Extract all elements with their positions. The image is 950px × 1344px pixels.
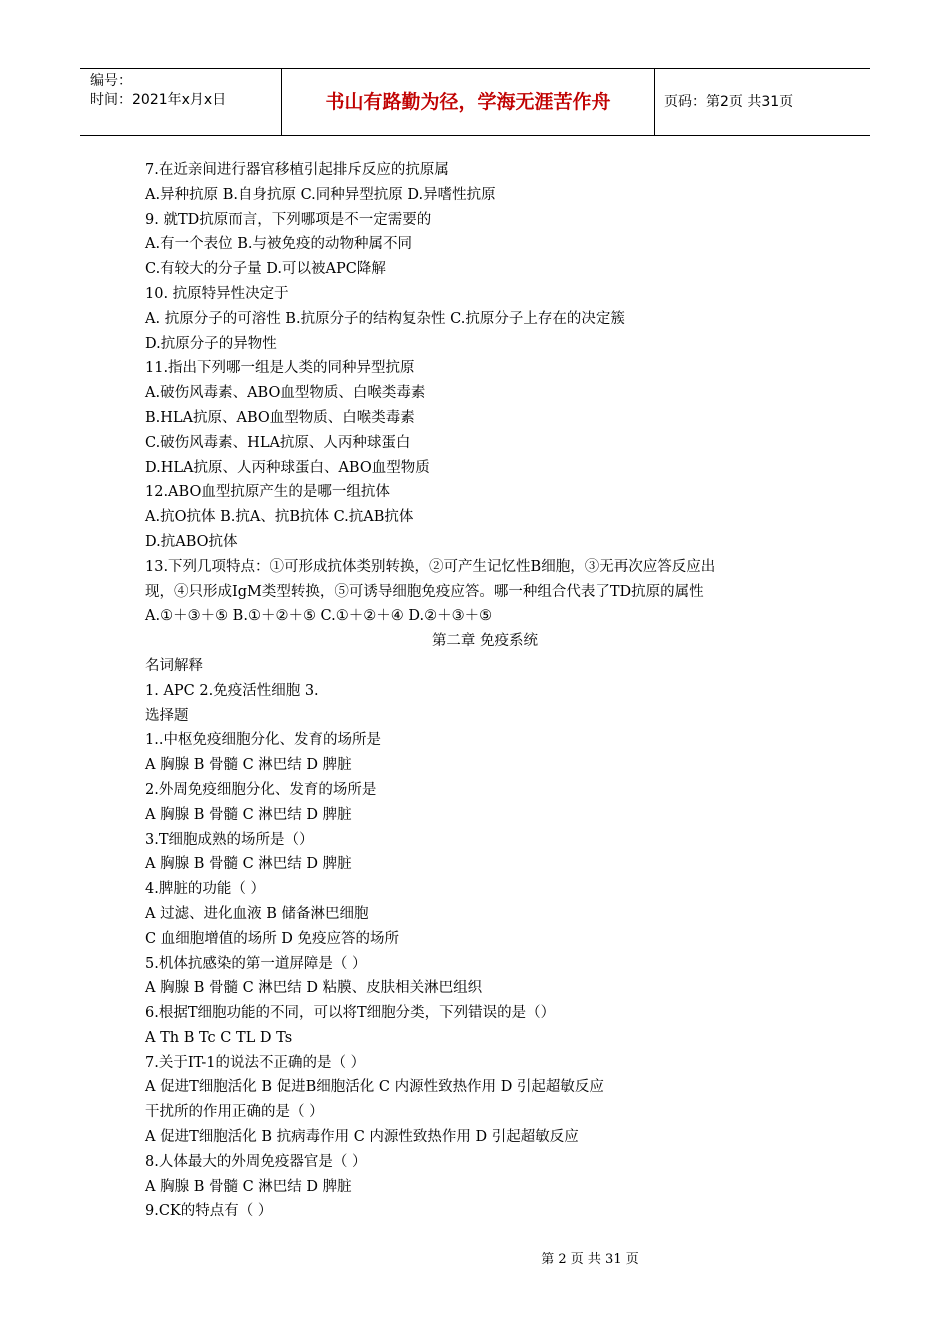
document-body [145, 158, 825, 1224]
text-line: 现，④只形成IgM类型转换，⑤可诱导细胞免疫应答。哪一种组合代表了TD抗原的属性 [145, 583, 704, 600]
text-line: A 胸腺 B 骨髓 C 淋巴结 D 脾脏 [145, 1178, 352, 1195]
text-line: 名词解释 [145, 657, 203, 674]
chapter-heading: 第二章 免疫系统 [431, 633, 539, 650]
text-line: 1. APC 2.免疫活性细胞 3. [145, 682, 319, 699]
document-number-label: 编号： [90, 73, 132, 89]
text-line: D.HLA抗原、人丙种球蛋白、ABO血型物质 [145, 459, 430, 476]
text-line: A Th B Tc C TL D Ts [145, 1029, 293, 1046]
footer-page-number: 第 2 页 共 31 页 [541, 1252, 639, 1267]
header-page-info: 页码：第2页 共31页 [664, 94, 794, 110]
text-line: A 过滤、进化血液 B 储备淋巴细胞 [145, 905, 369, 922]
text-line: A.破伤风毒素、ABO血型物质、白喉类毒素 [145, 385, 426, 402]
text-line: 9. 就TD抗原而言，下列哪项是不一定需要的 [145, 211, 432, 228]
text-line: A.异种抗原 B.自身抗原 C.同种异型抗原 D.异嗜性抗原 [145, 186, 496, 203]
header-motto: 书山有路勤为径，学海无涯苦作舟 [282, 69, 655, 135]
header-meta [80, 69, 282, 135]
text-line: 8.人体最大的外周免疫器官是（ ） [145, 1153, 367, 1170]
text-line: 11.指出下列哪一组是人类的同种异型抗原 [145, 360, 415, 377]
text-line: 10. 抗原特异性决定于 [145, 285, 289, 302]
text-line: 选择题 [145, 707, 189, 724]
text-line: C.破伤风毒素、HLA抗原、人丙种球蛋白 [145, 434, 411, 451]
document-time-label: 时间：2021年x月x日 [90, 92, 227, 108]
text-line: 3.T细胞成熟的场所是（） [145, 831, 314, 848]
text-line: A. 抗原分子的可溶性 B.抗原分子的结构复杂性 C.抗原分子上存在的决定簇 [145, 310, 625, 327]
text-line: 干扰所的作用正确的是（ ） [145, 1104, 324, 1121]
text-line: B.HLA抗原、ABO血型物质、白喉类毒素 [145, 409, 415, 426]
text-line: A 促进T细胞活化 B 促进B细胞活化 C 内源性致热作用 D 引起超敏反应 [145, 1079, 604, 1096]
text-line: 7.在近亲间进行器官移植引起排斥反应的抗原属 [145, 162, 449, 178]
text-line: 2.外周免疫细胞分化、发育的场所是 [145, 781, 377, 798]
text-line: D.抗原分子的异物性 [145, 335, 277, 352]
text-line: C.有较大的分子量 D.可以被APC降解 [145, 261, 386, 278]
text-line: 5.机体抗感染的第一道屏障是（ ） [145, 955, 367, 972]
text-line: A 胸腺 B 骨髓 C 淋巴结 D 粘膜、皮肤相关淋巴组织 [145, 980, 483, 997]
text-line: A.抗O抗体 B.抗A、抗B抗体 C.抗AB抗体 [145, 509, 414, 526]
page-header [80, 68, 870, 136]
text-line: 12.ABO血型抗原产生的是哪一组抗体 [145, 484, 390, 501]
text-line: 4.脾脏的功能（ ） [145, 881, 265, 898]
text-line: D.抗ABO抗体 [145, 533, 238, 550]
text-line: 13.下列几项特点：①可形成抗体类别转换，②可产生记忆性B细胞，③无再次应答反应出 [145, 558, 716, 575]
text-line: A 胸腺 B 骨髓 C 淋巴结 D 脾脏 [145, 856, 352, 873]
text-line: 9.CK的特点有（ ） [145, 1203, 273, 1220]
text-line: 7.关于IT-1的说法不正确的是（ ） [145, 1054, 366, 1071]
text-line: A 胸腺 B 骨髓 C 淋巴结 D 脾脏 [145, 757, 352, 774]
page-footer [0, 1248, 950, 1267]
text-line: A.有一个表位 B.与被免疫的动物种属不同 [145, 236, 412, 253]
text-line: A 促进T细胞活化 B 抗病毒作用 C 内源性致热作用 D 引起超敏反应 [145, 1129, 579, 1146]
text-line: 6.根据T细胞功能的不同，可以将T细胞分类，下列错误的是（） [145, 1005, 556, 1022]
text-line: 1..中枢免疫细胞分化、发育的场所是 [145, 732, 381, 749]
text-line: A 胸腺 B 骨髓 C 淋巴结 D 脾脏 [145, 806, 352, 823]
text-line: C 血细胞增值的场所 D 免疫应答的场所 [145, 930, 400, 947]
text-line: A.①＋③＋⑤ B.①＋②＋⑤ C.①＋②＋④ D.②＋③＋⑤ [145, 608, 493, 625]
